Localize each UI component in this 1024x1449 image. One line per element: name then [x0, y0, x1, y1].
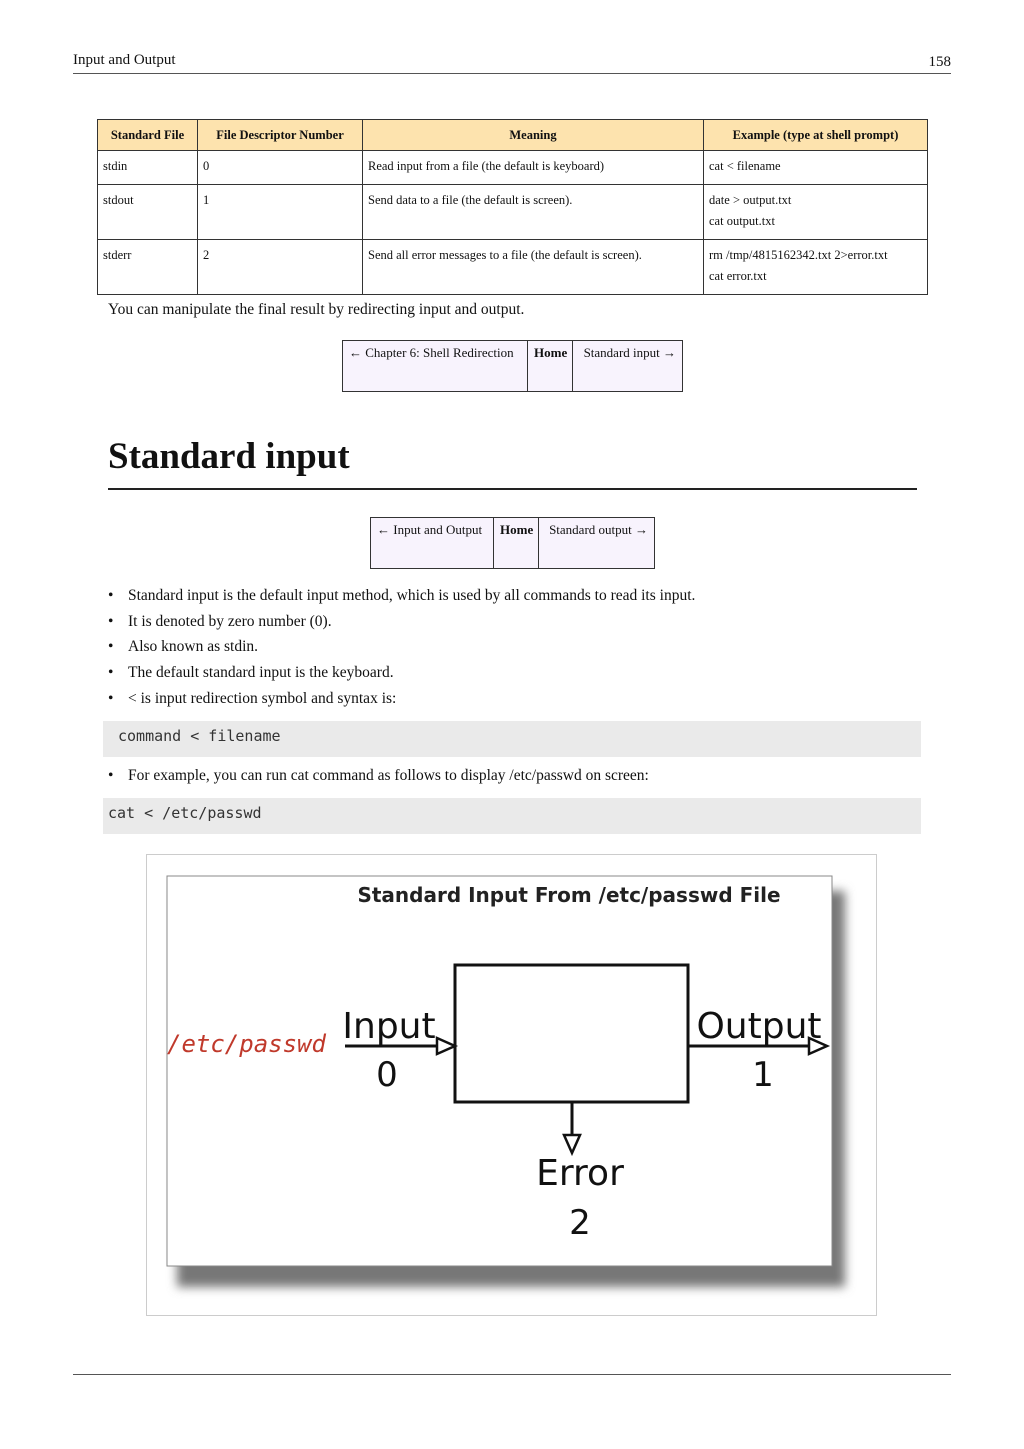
command-box: [455, 965, 688, 1102]
column-header: Example (type at shell prompt): [704, 120, 928, 151]
example-line: date > output.txt: [709, 193, 792, 207]
column-header: Meaning: [363, 120, 704, 151]
figure-title: Standard Input From /etc/passwd File: [357, 883, 781, 907]
column-header: Standard File: [98, 120, 198, 151]
cell-standard-file: stdout: [98, 185, 198, 240]
cell-fd-number: 0: [198, 151, 363, 185]
cell-standard-file: stderr: [98, 240, 198, 295]
cell-example: [704, 185, 928, 240]
example-line: rm /tmp/4815162342.txt 2>error.txt: [709, 248, 888, 262]
intro-paragraph: You can manipulate the final result by redirecting input and output.: [108, 301, 525, 318]
input-fd-number: 0: [376, 1055, 398, 1095]
code-block-example: cat < /etc/passwd: [103, 798, 921, 834]
cell-standard-file: stdin: [98, 151, 198, 185]
stdin-diagram: [147, 855, 876, 1315]
list-item: • For example, you can run cat command as follows to display /etc/passwd on screen:: [108, 765, 649, 787]
section-title: Standard input: [108, 434, 917, 490]
bullet-list: [108, 585, 695, 713]
nav-next-link[interactable]: Standard input →: [573, 341, 683, 392]
input-label: Input: [342, 1006, 436, 1047]
example-line: cat < filename: [709, 159, 781, 173]
cell-meaning: Read input from a file (the default is keyboard): [363, 151, 704, 185]
cell-example: [704, 240, 928, 295]
running-footer: [73, 1374, 951, 1375]
example-line: cat output.txt: [709, 214, 775, 228]
list-item: • The default standard input is the keyboard.: [108, 662, 695, 688]
nav-next-link[interactable]: Standard output →: [539, 518, 655, 569]
nav-home-link[interactable]: Home: [494, 518, 539, 569]
list-item: • It is denoted by zero number (0).: [108, 611, 695, 637]
nav-prev-link[interactable]: ← Input and Output: [371, 518, 494, 569]
column-header: File Descriptor Number: [198, 120, 363, 151]
cell-fd-number: 1: [198, 185, 363, 240]
error-label: Error: [536, 1153, 624, 1194]
list-item: • Standard input is the default input method, which is used by all commands to read its input.: [108, 585, 695, 611]
chapter-navigation-bottom: [370, 517, 655, 569]
cell-meaning: Send all error messages to a file (the default is screen).: [363, 240, 704, 295]
cell-meaning: Send data to a file (the default is screen).: [363, 185, 704, 240]
table-row: [98, 240, 928, 295]
cell-fd-number: 2: [198, 240, 363, 295]
source-file-label: /etc/passwd: [167, 1030, 326, 1058]
nav-home-link[interactable]: Home: [528, 341, 573, 392]
output-label: Output: [696, 1006, 822, 1047]
error-fd-number: 2: [569, 1203, 591, 1243]
list-item: • Also known as stdin.: [108, 636, 695, 662]
nav-prev-link[interactable]: ← Chapter 6: Shell Redirection: [343, 341, 528, 392]
header-title: Input and Output: [73, 52, 176, 68]
page-number: 158: [928, 54, 951, 70]
figure-frame: [146, 854, 877, 1316]
example-line: cat error.txt: [709, 269, 767, 283]
table-row: [98, 185, 928, 240]
file-descriptor-table: [97, 119, 928, 295]
output-fd-number: 1: [752, 1055, 774, 1095]
list-item: • < is input redirection symbol and syntax is:: [108, 688, 695, 714]
table-row: [98, 151, 928, 185]
code-block-syntax: command < filename: [103, 721, 921, 757]
running-header: [73, 52, 951, 74]
table-header-row: [98, 120, 928, 151]
chapter-navigation-top: [342, 340, 683, 392]
cell-example: [704, 151, 928, 185]
